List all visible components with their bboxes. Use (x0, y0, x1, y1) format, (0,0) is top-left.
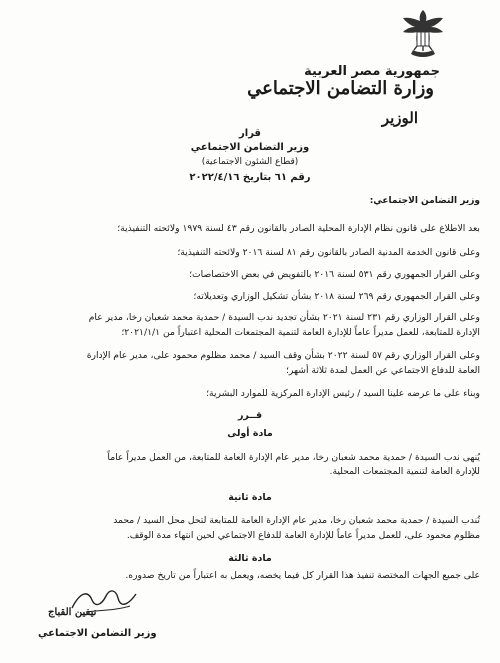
office-name: الوزير (381, 109, 418, 127)
sector-name: (قطاع الشئون الاجتماعية) (201, 157, 299, 167)
country-name: جمهورية مصر العربية (304, 64, 440, 79)
preamble-line: وعلى القرار الوزاري رقم ٥٧ لسنة ٢٠٢٢ بشأن وقف السيد / محمد مظلوم محمود على، مدير عام الإدارة (86, 350, 480, 361)
article-1-line: للإدارة العامة لتنمية المجتمعات المحلية. (329, 466, 480, 477)
signatory-name: نيفين القباج (48, 607, 97, 618)
article-3-line: على جميع الجهات المختصة تنفيذ هذا القرار كل فيما يخصه، ويعمل به اعتباراً من تاريخ صدوره. (125, 570, 480, 581)
ministry-name: وزارة التضامن الاجتماعي (247, 78, 434, 99)
article-1-line: يُنهى ندب السيدة / حمدية محمد شعبان رخا، مدير عام الإدارة العامة للمتابعة، من العمل مديراً عاماً (107, 452, 480, 463)
preamble-line: وعلى القرار الجمهوري رقم ٢٦٩ لسنة ٢٠١٨ بشأن تشكيل الوزاري وتعديلاته؛ (193, 291, 480, 302)
article-2-line: مظلوم محمود على، للعمل مديراً عاماً للإدارة العامة للدفاع الاجتماعي لحين انتهاء مدة الوقف. (126, 530, 480, 541)
decided-heading: قــرر (237, 410, 263, 421)
article-1-heading: مادة أولى (227, 428, 273, 439)
preamble-line: وبناء على ما عرضه علينا السيد / رئيس الإدارة المركزية للموارد البشرية؛ (206, 388, 480, 399)
article-3-heading: مادة ثالثة (228, 553, 272, 564)
addressee: وزير التضامن الاجتماعي: (369, 196, 480, 206)
preamble-line: وعلى قانون الخدمة المدنية الصادر بالقانون رقم ٨١ لسنة ٢٠١٦ ولائحته التنفيذية؛ (177, 247, 480, 258)
preamble-line: وعلى القرار الجمهوري رقم ٥٣١ لسنة ٢٠١٦ بالتفويض في بعض الاختصاصات؛ (189, 269, 480, 280)
article-2-heading: مادة ثانية (228, 492, 272, 503)
article-2-line: تُندب السيدة / حمدية محمد شعبان رخا، مدير عام الإدارة العامة للمتابعة لتحل محل السيد / محمد (113, 515, 480, 526)
decree-number: رقم ٦١ بتاريخ ٢٠٢٢/٤/١٦ (189, 172, 311, 183)
preamble-line: العامة للدفاع الاجتماعي عن العمل لمدة ثلاثة أشهر؛ (286, 365, 480, 376)
issuing-minister: وزير التضامن الاجتماعي (190, 142, 310, 153)
signatory-role: وزير التضامن الاجتماعي (38, 628, 157, 639)
decree-title: قرار (239, 128, 261, 139)
preamble-line: وعلى القرار الوزاري رقم ٢٣١ لسنة ٢٠٢١ بشأن تجديد ندب السيدة / حمدية محمد شعبان رخا، مدير عام (88, 312, 480, 323)
eagle-emblem-icon (400, 8, 446, 62)
preamble-line: الإدارة للمتابعة، للعمل مديراً عاماً للإدارة العامة لتنمية المجتمعات المحلية اعتباراً من ٢٠٢١/١/١؛ (121, 327, 480, 338)
preamble-line: بعد الاطلاع على قانون نظام الإدارة المحلية الصادر بالقانون رقم ٤٣ لسنة ١٩٧٩ ولائحته التنفيذية؛ (117, 223, 480, 234)
